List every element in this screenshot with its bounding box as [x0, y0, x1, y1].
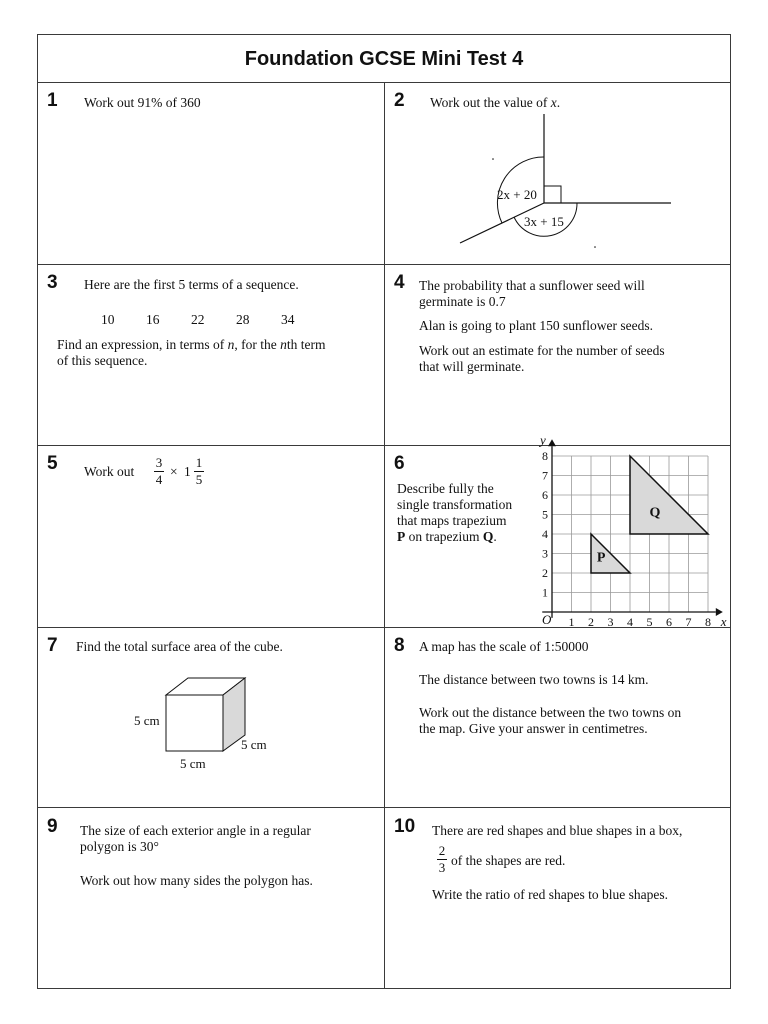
x-tick-label: 4: [627, 615, 633, 629]
question-2-cell: [385, 83, 732, 264]
y-tick-label: 3: [542, 546, 548, 561]
question-text: P on trapezium Q.: [397, 529, 497, 544]
sequence-term: 34: [281, 312, 295, 327]
question-text: that will germinate.: [419, 359, 525, 374]
x-tick-label: 1: [568, 615, 575, 629]
question-text: The distance between two towns is 14 km.: [419, 672, 649, 687]
question-text: Work out an estimate for the number of seeds: [419, 343, 665, 358]
question-number: 5: [47, 453, 58, 474]
y-tick-label: 5: [542, 507, 548, 522]
sequence-term: 16: [146, 312, 160, 327]
question-text: single transformation: [397, 497, 513, 512]
question-text: Alan is going to plant 150 sunflower seeds.: [419, 318, 653, 333]
y-axis-label: y: [540, 432, 546, 448]
question-text: the map. Give your answer in centimetres.: [419, 721, 648, 736]
question-text: that maps trapezium: [397, 513, 507, 528]
cube-diagram: [128, 673, 288, 783]
edge-label: 5 cm: [134, 713, 160, 728]
x-tick-label: 6: [666, 615, 672, 629]
x-tick-label: 8: [705, 615, 711, 629]
question-text: Describe fully the: [397, 481, 494, 496]
question-text: There are red shapes and blue shapes in a box,: [432, 823, 683, 838]
times-sign: ×: [170, 464, 178, 479]
x-tick-label: 5: [646, 615, 653, 629]
question-text: Work out: [84, 464, 135, 479]
question-number: 2: [394, 90, 405, 111]
origin-label: O: [542, 612, 552, 627]
coordinate-grid: [525, 432, 732, 629]
y-tick-label: 8: [542, 449, 548, 463]
page-title: Foundation GCSE Mini Test 4: [38, 35, 730, 83]
x-tick-label: 7: [685, 615, 692, 629]
question-text: Work out 91% of 360: [84, 95, 201, 110]
edge-label: 5 cm: [180, 756, 206, 771]
y-tick-label: 2: [542, 566, 548, 580]
question-number: 4: [394, 272, 405, 293]
question-text: Work out how many sides the polygon has.: [80, 873, 313, 888]
question-text: germinate is 0.7: [419, 294, 506, 309]
fraction: 1 5: [195, 455, 203, 487]
question-text: Write the ratio of red shapes to blue shapes.: [432, 887, 669, 902]
question-text: Work out the distance between the two towns on: [419, 705, 682, 720]
y-tick-label: 6: [542, 488, 548, 502]
angle-label: 3x + 15: [524, 214, 564, 229]
question-4-cell: [385, 265, 732, 448]
question-number: 10: [394, 816, 416, 837]
question-3-cell: [38, 265, 384, 445]
test-sheet: [37, 34, 731, 989]
question-text: Find an expression, in terms of n, for the nth term: [57, 337, 326, 352]
question-8-cell: [385, 628, 732, 807]
edge-label: 5 cm: [241, 737, 267, 752]
angle-label: 2x + 20: [497, 187, 537, 202]
question-number: 6: [394, 453, 405, 474]
sequence-term: 10: [101, 312, 115, 327]
question-number: 8: [394, 635, 405, 656]
question-10-cell: [385, 808, 732, 989]
question-text: Work out the value of x.: [430, 95, 561, 110]
question-5-cell: [38, 446, 384, 627]
question-text: The size of each exterior angle in a regular: [80, 823, 311, 838]
question-7-cell: [38, 628, 384, 807]
sequence-term: 28: [236, 312, 250, 327]
question-text: polygon is 30°: [80, 839, 159, 854]
question-text: The probability that a sunflower seed will: [419, 278, 645, 293]
question-number: 7: [47, 635, 58, 656]
question-6-cell: [385, 432, 732, 629]
sequence-term: 22: [191, 312, 205, 327]
question-number: 1: [47, 90, 58, 111]
x-tick-label: 2: [588, 615, 594, 629]
question-text: Here are the first 5 terms of a sequence.: [84, 277, 299, 292]
question-text: A map has the scale of 1:50000: [419, 639, 589, 654]
angles-diagram: [445, 111, 715, 261]
y-tick-label: 7: [542, 468, 548, 483]
whole-number: 1: [184, 464, 191, 479]
x-axis-label: x: [720, 614, 727, 629]
question-text: Find the total surface area of the cube.: [76, 639, 283, 654]
fraction: 3 4: [155, 455, 163, 487]
question-number: 3: [47, 272, 58, 293]
question-text: of the shapes are red.: [451, 853, 566, 868]
y-tick-label: 4: [542, 527, 548, 541]
shape-q-label: Q: [649, 505, 661, 521]
y-tick-label: 1: [542, 585, 548, 600]
fraction: 2 3: [438, 843, 446, 875]
question-1-cell: [38, 83, 384, 264]
shape-p-label: P: [596, 550, 606, 566]
x-tick-label: 3: [607, 615, 614, 629]
question-text: of this sequence.: [57, 353, 148, 368]
question-number: 9: [47, 816, 58, 837]
question-9-cell: [38, 808, 384, 989]
